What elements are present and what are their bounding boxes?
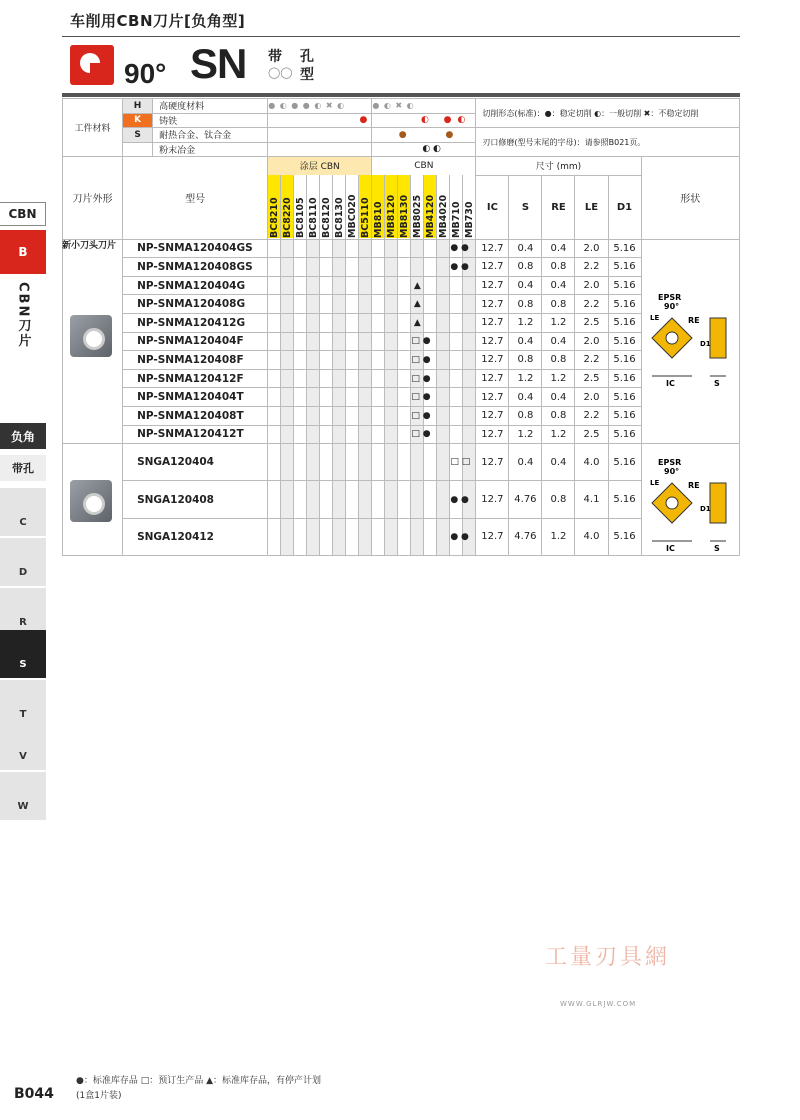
- dim-ic: 12.7: [476, 369, 509, 388]
- dim-re: 1.2: [542, 518, 575, 555]
- tab-cbn-vertical: CBN刀片: [15, 281, 31, 349]
- svg-text:D1: D1: [700, 505, 711, 513]
- stock-symbol: □ ●: [411, 392, 431, 403]
- mat-name-pm: 粉末冶金: [153, 142, 268, 157]
- svg-text:LE: LE: [650, 314, 660, 322]
- dim-re: 0.4: [542, 276, 575, 295]
- model-cell: SNGA120404: [123, 444, 268, 481]
- dim-re: 0.4: [542, 239, 575, 258]
- shape-label: 形状: [641, 157, 739, 240]
- dim-d1: 5.16: [608, 258, 641, 277]
- model-cell: NP-SNMA120408GS: [123, 258, 268, 277]
- grade-mb8130: MB8130: [398, 175, 411, 239]
- stock-symbol: □ ●: [411, 354, 431, 365]
- dim-ic: 12.7: [476, 444, 509, 481]
- dim-re: 0.4: [542, 388, 575, 407]
- dim-re: 0.8: [542, 481, 575, 518]
- dim-le: 2.2: [575, 351, 608, 370]
- stock-symbol: ● ●: [450, 261, 469, 272]
- dim-re: 0.4: [542, 332, 575, 351]
- svg-text:LE: LE: [650, 479, 660, 487]
- legend-cutting: 切削形态(标准)：●：稳定切削 ◐：一般切削 ✖：不稳定切削: [476, 99, 740, 128]
- col-le: LE: [575, 175, 608, 239]
- shape-tab-t[interactable]: T: [0, 680, 46, 728]
- dim-re: 0.8: [542, 258, 575, 277]
- watermark-text: 工量刃具網: [545, 945, 671, 970]
- model-cell: NP-SNMA120404G: [123, 276, 268, 295]
- insert-photo-np: [70, 315, 112, 357]
- spec-table: [62, 98, 740, 556]
- col-re: RE: [542, 175, 575, 239]
- col-s: S: [509, 175, 542, 239]
- stock-symbol: ▲: [413, 280, 421, 291]
- dim-d1: 5.16: [608, 481, 641, 518]
- model-cell: NP-SNMA120404GS: [123, 239, 268, 258]
- insert-photo-snga: [70, 480, 112, 522]
- grade-mb4020: MB4020: [437, 175, 450, 239]
- dim-s: 1.2: [509, 313, 542, 332]
- dim-ic: 12.7: [476, 425, 509, 444]
- mat-code-h: H: [123, 99, 153, 114]
- shape-diagram-snga: [644, 455, 740, 555]
- dim-d1: 5.16: [608, 388, 641, 407]
- stock-symbol: ● ●: [450, 243, 469, 254]
- model-cell: SNGA120412: [123, 518, 268, 555]
- hole-label-2: 孔: [300, 49, 314, 65]
- table-row: [63, 481, 740, 518]
- dim-le: 2.2: [575, 295, 608, 314]
- dim-d1: 5.16: [608, 351, 641, 370]
- dim-le: 4.1: [575, 481, 608, 518]
- dim-d1: 5.16: [608, 295, 641, 314]
- mat-s-cbn-icons: ● ●: [372, 128, 476, 143]
- dim-d1: 5.16: [608, 332, 641, 351]
- dim-d1: 5.16: [608, 239, 641, 258]
- svg-text:IC: IC: [666, 544, 675, 553]
- mat-name-h: 高硬度材料: [153, 99, 268, 114]
- dim-re: 0.8: [542, 406, 575, 425]
- dim-le: 2.5: [575, 425, 608, 444]
- table-row: [63, 295, 740, 314]
- grade-mb8120: MB8120: [385, 175, 398, 239]
- svg-text:RE: RE: [688, 316, 700, 325]
- hole-icons: ◯◯: [268, 66, 293, 79]
- svg-text:EPSR: EPSR: [658, 458, 682, 467]
- shape-tab-c[interactable]: C: [0, 488, 46, 536]
- dim-le: 2.0: [575, 239, 608, 258]
- dim-le: 4.0: [575, 518, 608, 555]
- dim-s: 4.76: [509, 481, 542, 518]
- angle-label: 90°: [124, 58, 167, 89]
- tab-with-hole[interactable]: 带孔: [0, 455, 46, 481]
- diagram-epsr: EPSR: [658, 293, 682, 302]
- table-row: [63, 406, 740, 425]
- svg-text:S: S: [714, 379, 720, 388]
- hole-label-1: 带: [268, 49, 282, 65]
- svg-text:IC: IC: [666, 379, 675, 388]
- stock-symbol: □ ●: [411, 373, 431, 384]
- model-cell: NP-SNMA120408T: [123, 406, 268, 425]
- grade-bc5110: BC5110: [359, 175, 372, 239]
- table-row: [63, 388, 740, 407]
- dim-s: 0.4: [509, 239, 542, 258]
- dim-s: 0.8: [509, 295, 542, 314]
- grade-mb4120: MB4120: [424, 175, 437, 239]
- mat-k-cbn-icons: ◐ ●◐: [372, 113, 476, 128]
- dim-le: 2.5: [575, 369, 608, 388]
- svg-text:90°: 90°: [664, 467, 680, 476]
- grade-mb710: MB710: [450, 175, 463, 239]
- dim-s: 0.8: [509, 258, 542, 277]
- grade-bc8220: BC8220: [281, 175, 294, 239]
- shape-tab-w[interactable]: W: [0, 772, 46, 820]
- stock-symbol: ▲: [413, 317, 421, 328]
- dim-ic: 12.7: [476, 276, 509, 295]
- shape-tab-r[interactable]: R: [0, 588, 46, 636]
- coated-label: 涂层 CBN: [268, 157, 372, 176]
- grade-mbc020: MBC020: [346, 175, 359, 239]
- dim-re: 1.2: [542, 369, 575, 388]
- shape-tab-d[interactable]: D: [0, 538, 46, 586]
- dim-d1: 5.16: [608, 425, 641, 444]
- svg-text:RE: RE: [688, 481, 700, 490]
- stock-symbol: □ ●: [411, 336, 431, 347]
- grade-mb8025: MB8025: [411, 175, 424, 239]
- stock-symbol: ● ●: [450, 494, 469, 505]
- new-small-label: 新小刀头刀片: [62, 241, 117, 251]
- model-cell: NP-SNMA120408G: [123, 295, 268, 314]
- stock-symbol: □ ●: [411, 429, 431, 440]
- footer-pack-note: (1盒1片装): [76, 1091, 122, 1101]
- header-rule: [62, 36, 740, 37]
- grade-bc8120: BC8120: [320, 175, 333, 239]
- page-number: B044: [14, 1086, 54, 1102]
- dim-le: 2.2: [575, 258, 608, 277]
- dim-le: 2.5: [575, 313, 608, 332]
- grade-bc8210: BC8210: [268, 175, 281, 239]
- dim-re: 0.8: [542, 351, 575, 370]
- dim-s: 0.4: [509, 332, 542, 351]
- table-row: [63, 258, 740, 277]
- dim-le: 2.0: [575, 332, 608, 351]
- mat-h-coated-icons: ● ◐ ● ● ◐ ✖ ◐: [268, 99, 372, 114]
- mat-code-k: K: [123, 113, 153, 128]
- dim-s: 0.8: [509, 351, 542, 370]
- dim-ic: 12.7: [476, 295, 509, 314]
- stock-symbol: ▲: [413, 299, 421, 310]
- dim-s: 0.4: [509, 276, 542, 295]
- dim-re: 1.2: [542, 313, 575, 332]
- mat-name-k: 铸铁: [153, 113, 268, 128]
- dim-ic: 12.7: [476, 481, 509, 518]
- shape-tab-s[interactable]: S: [0, 630, 46, 678]
- svg-text:90°: 90°: [664, 302, 680, 311]
- mat-h-cbn-icons: ● ◐ ✖ ◐: [372, 99, 476, 114]
- page-title: 车削用CBN刀片[负角型]: [70, 12, 246, 30]
- mat-k-coated-icon: ●: [268, 113, 372, 128]
- model-cell: NP-SNMA120412F: [123, 369, 268, 388]
- table-row: [63, 332, 740, 351]
- mat-code-s: S: [123, 128, 153, 143]
- mat-pm-cbn-icons: ◐ ◐: [372, 142, 476, 157]
- dim-d1: 5.16: [608, 276, 641, 295]
- dim-d1: 5.16: [608, 444, 641, 481]
- dim-le: 2.0: [575, 388, 608, 407]
- cbn-label: CBN: [372, 157, 476, 176]
- table-row: [63, 239, 740, 258]
- model-cell: SNGA120408: [123, 481, 268, 518]
- shape-tab-v[interactable]: V: [0, 722, 46, 770]
- dim-s: 0.4: [509, 444, 542, 481]
- table-row: [63, 444, 740, 481]
- shape-diagram-np: [644, 290, 740, 390]
- stock-symbol: □ □: [450, 457, 471, 468]
- dim-s: 1.2: [509, 425, 542, 444]
- dim-d1: 5.16: [608, 518, 641, 555]
- dim-s: 0.4: [509, 388, 542, 407]
- table-row: [63, 313, 740, 332]
- stock-symbol: ● ●: [450, 531, 469, 542]
- dim-ic: 12.7: [476, 313, 509, 332]
- grade-mb810: MB810: [372, 175, 385, 239]
- dim-ic: 12.7: [476, 332, 509, 351]
- grade-bc8105: BC8105: [294, 175, 307, 239]
- hole-label-3: 型: [300, 67, 314, 83]
- brand-logo: [70, 45, 114, 85]
- table-row: [63, 518, 740, 555]
- tab-negative[interactable]: 负角: [0, 423, 46, 449]
- table-row: [63, 425, 740, 444]
- stock-symbol: □ ●: [411, 410, 431, 421]
- dim-ic: 12.7: [476, 388, 509, 407]
- size-label: 尺寸 (mm): [476, 157, 641, 176]
- legend-edge: 刃口修磨(型号末尾的字母)：请参照B021页。: [476, 128, 740, 157]
- dim-s: 0.8: [509, 406, 542, 425]
- dim-s: 4.76: [509, 518, 542, 555]
- svg-text:S: S: [714, 544, 720, 553]
- col-ic: IC: [476, 175, 509, 239]
- dim-ic: 12.7: [476, 518, 509, 555]
- mat-name-s: 耐热合金、钛合金: [153, 128, 268, 143]
- dim-d1: 5.16: [608, 406, 641, 425]
- dim-re: 1.2: [542, 425, 575, 444]
- svg-text:D1: D1: [700, 340, 711, 348]
- dim-ic: 12.7: [476, 406, 509, 425]
- footer-legend: ●：标准库存品 □：预订生产品 ▲：标准库存品，有停产计划: [76, 1076, 322, 1086]
- series-label: SN: [190, 40, 247, 87]
- watermark-url: WWW.GLRJW.COM: [560, 1000, 637, 1008]
- model-cell: NP-SNMA120412G: [123, 313, 268, 332]
- dim-ic: 12.7: [476, 239, 509, 258]
- dim-s: 1.2: [509, 369, 542, 388]
- table-row: [63, 351, 740, 370]
- model-cell: NP-SNMA120404T: [123, 388, 268, 407]
- model-cell: NP-SNMA120408F: [123, 351, 268, 370]
- dim-le: 2.2: [575, 406, 608, 425]
- model-cell: NP-SNMA120412T: [123, 425, 268, 444]
- table-row: [63, 369, 740, 388]
- dim-d1: 5.16: [608, 369, 641, 388]
- tab-b[interactable]: B: [0, 230, 46, 274]
- model-cell: NP-SNMA120404F: [123, 332, 268, 351]
- header-thick-rule: [62, 93, 740, 97]
- grade-mb730: MB730: [463, 175, 476, 239]
- insert-shape-label: 刀片外形: [63, 157, 123, 240]
- dim-d1: 5.16: [608, 313, 641, 332]
- dim-re: 0.8: [542, 295, 575, 314]
- col-d1: D1: [608, 175, 641, 239]
- grade-bc8110: BC8110: [307, 175, 320, 239]
- dim-le: 2.0: [575, 276, 608, 295]
- dim-re: 0.4: [542, 444, 575, 481]
- dim-le: 4.0: [575, 444, 608, 481]
- tab-cbn[interactable]: CBN: [0, 202, 46, 226]
- dim-ic: 12.7: [476, 258, 509, 277]
- grade-bc8130: BC8130: [333, 175, 346, 239]
- model-label: 型号: [123, 157, 268, 240]
- workpiece-label: 工件材料: [63, 99, 123, 157]
- dim-ic: 12.7: [476, 351, 509, 370]
- table-row: [63, 276, 740, 295]
